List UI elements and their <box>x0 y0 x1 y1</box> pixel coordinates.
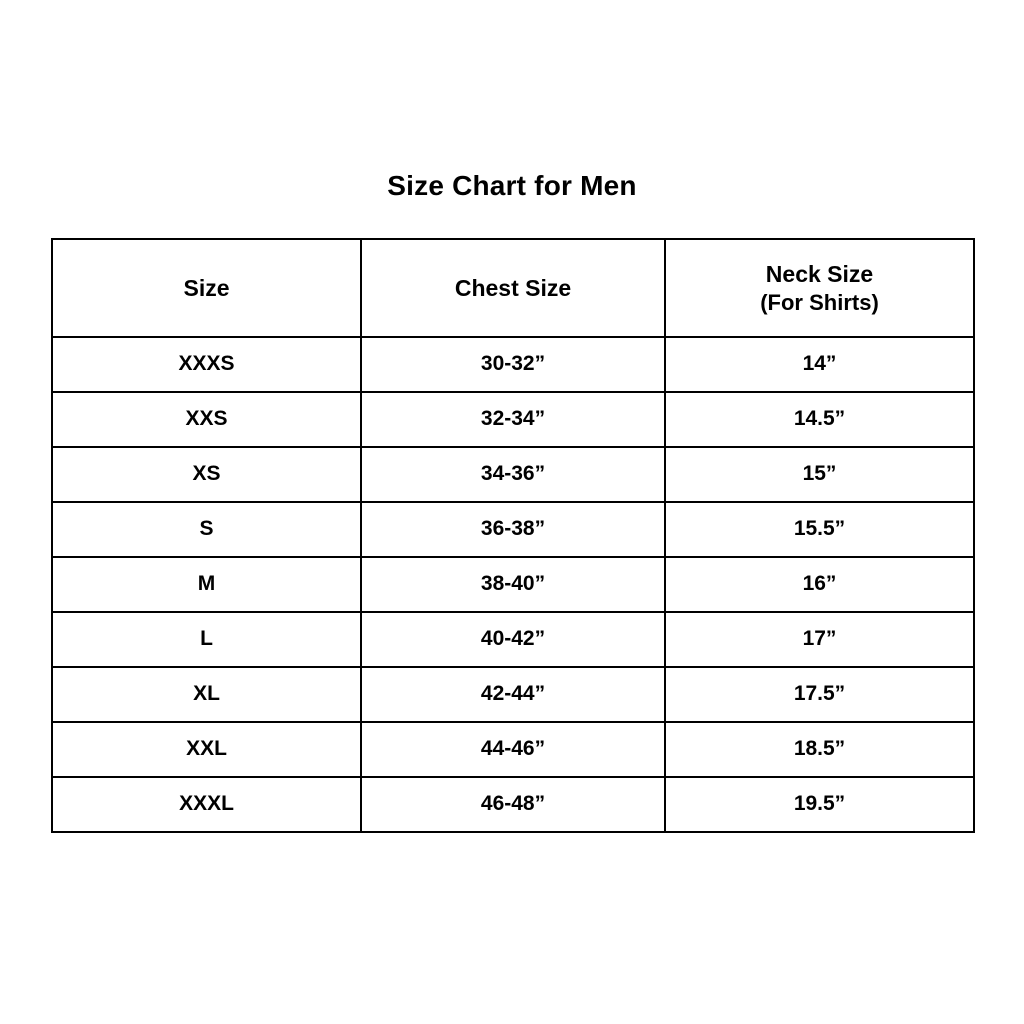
table-row <box>52 722 974 777</box>
cell-chest: 42-44” <box>361 667 665 722</box>
cell-size: XXL <box>52 722 361 777</box>
cell-chest: 40-42” <box>361 612 665 667</box>
cell-neck: 16” <box>665 557 974 612</box>
cell-neck: 14.5” <box>665 392 974 447</box>
page-title: Size Chart for Men <box>387 170 637 201</box>
table-header <box>52 239 974 337</box>
cell-size: S <box>52 502 361 557</box>
cell-size: L <box>52 612 361 667</box>
cell-size: XXS <box>52 392 361 447</box>
table-row <box>52 447 974 502</box>
cell-neck: 14” <box>665 337 974 392</box>
column-header-neck-size <box>665 239 974 337</box>
cell-chest: 44-46” <box>361 722 665 777</box>
cell-chest: 30-32” <box>361 337 665 392</box>
column-header-size <box>52 239 361 337</box>
size-table <box>51 238 975 833</box>
cell-chest: 46-48” <box>361 777 665 832</box>
cell-chest: 38-40” <box>361 557 665 612</box>
table-row <box>52 667 974 722</box>
column-header-chest-size <box>361 239 665 337</box>
cell-neck: 19.5” <box>665 777 974 832</box>
table-row <box>52 337 974 392</box>
cell-neck: 18.5” <box>665 722 974 777</box>
size-table-container <box>51 238 973 833</box>
cell-neck: 17.5” <box>665 667 974 722</box>
table-row <box>52 557 974 612</box>
table-header-row <box>52 239 974 337</box>
table-row <box>52 502 974 557</box>
cell-size: XL <box>52 667 361 722</box>
cell-size: XXXS <box>52 337 361 392</box>
column-header-chest-size-label: Chest Size <box>454 274 572 301</box>
cell-size: XS <box>52 447 361 502</box>
cell-chest: 34-36” <box>361 447 665 502</box>
table-row <box>52 612 974 667</box>
cell-neck: 15” <box>665 447 974 502</box>
table-body <box>52 337 974 832</box>
table-row <box>52 392 974 447</box>
table-row <box>52 777 974 832</box>
cell-size: M <box>52 557 361 612</box>
cell-size: XXXL <box>52 777 361 832</box>
cell-chest: 36-38” <box>361 502 665 557</box>
column-header-neck-size-sublabel: (For Shirts) <box>760 289 879 315</box>
cell-neck: 15.5” <box>665 502 974 557</box>
cell-chest: 32-34” <box>361 392 665 447</box>
column-header-neck-size-label: Neck Size <box>765 260 874 287</box>
column-header-size-label: Size <box>183 274 230 301</box>
cell-neck: 17” <box>665 612 974 667</box>
